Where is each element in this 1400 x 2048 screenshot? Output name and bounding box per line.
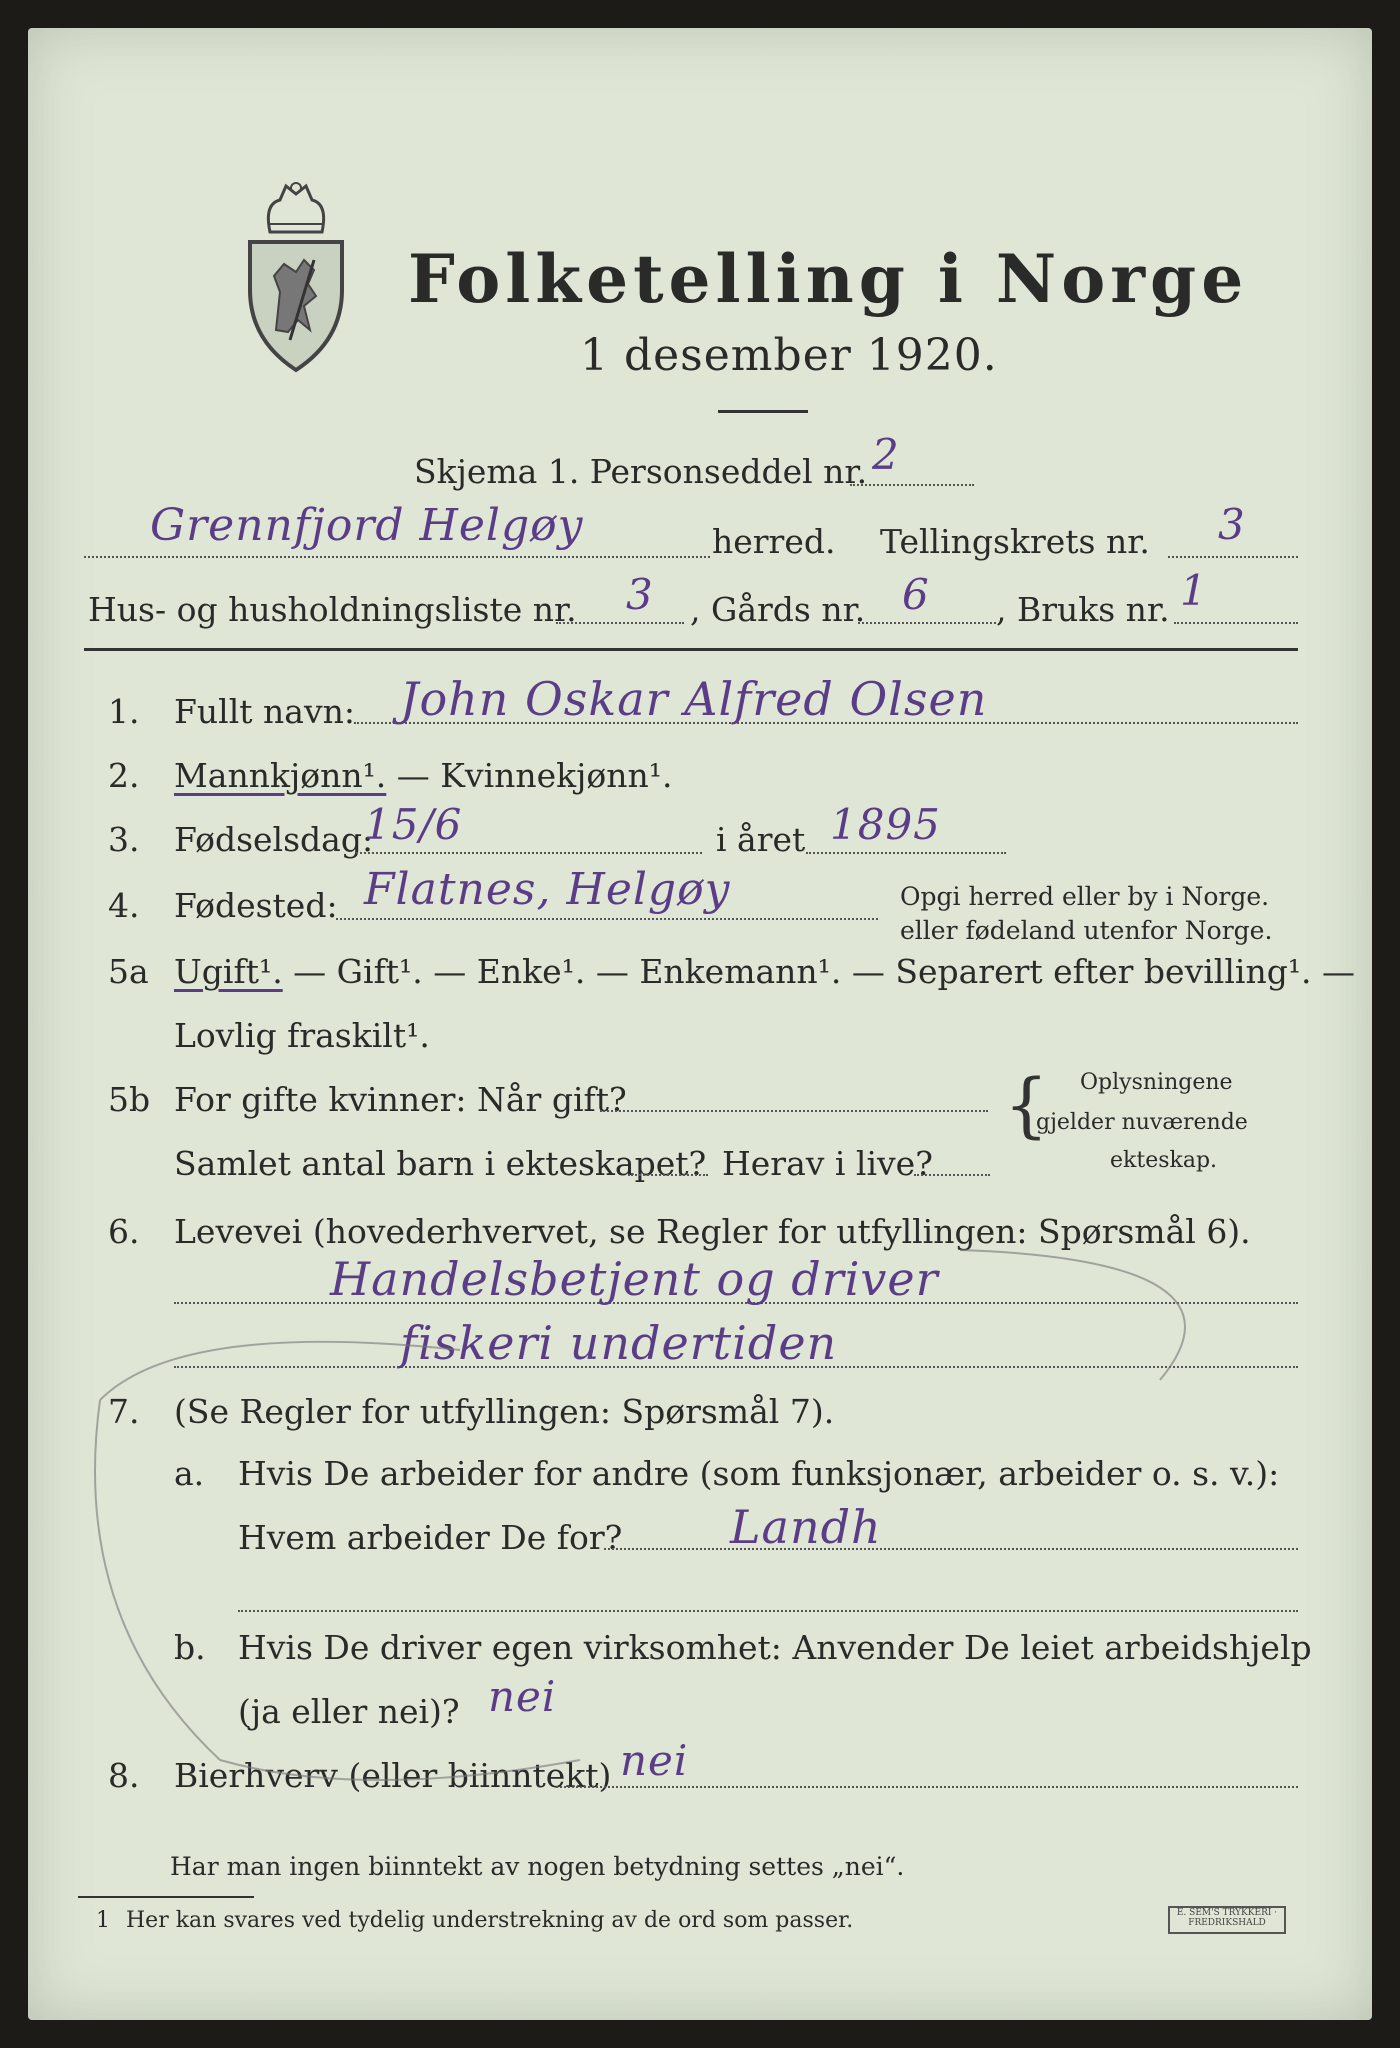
title-divider <box>718 410 808 413</box>
birth-year-value: 1895 <box>830 800 941 849</box>
lovlig-fraskilt-option: Lovlig fraskilt¹. <box>174 1016 430 1055</box>
nar-gift-label: For gifte kvinner: Når gift? <box>174 1080 627 1119</box>
ja-eller-nei-label: (ja eller nei)? <box>238 1692 460 1731</box>
fodested-label: Fødested: <box>174 886 338 925</box>
arbeidshjelp-value: nei <box>488 1672 557 1721</box>
bierhverv-label: Bierhverv (eller biinntekt) <box>174 1756 612 1795</box>
schema-label: Skjema 1. Personseddel nr. <box>414 452 868 491</box>
gards-label: , Gårds nr. <box>690 590 866 629</box>
fullt-navn-value: John Oskar Alfred Olsen <box>400 672 988 726</box>
handwritten-circle <box>60 1200 1260 1800</box>
bruks-value: 1 <box>1180 566 1208 615</box>
hvem-arbeider-label: Hvem arbeider De for? <box>238 1518 623 1557</box>
fullt-navn-label: Fullt navn: <box>174 692 355 731</box>
fodested-value: Flatnes, Helgøy <box>364 864 731 915</box>
marital-status-line: Ugift¹. — Gift¹. — Enke¹. — Enkemann¹. — Separert efter bevilling¹. — <box>174 952 1356 991</box>
fodselsdag-value: 15/6 <box>364 800 463 849</box>
fodested-note-2: eller fødeland utenfor Norge. <box>900 916 1273 945</box>
gards-value: 6 <box>902 570 930 619</box>
arbeidsgiver-value: Landh <box>730 1500 882 1554</box>
biinntekt-note: Har man ingen biinntekt av nogen betydning settes „nei“. <box>170 1852 905 1881</box>
ekteskap-note-3: ekteskap. <box>1110 1148 1218 1173</box>
bierhverv-value: nei <box>620 1736 689 1785</box>
header-divider <box>84 648 1298 651</box>
levevei-label: Levevei (hovederhvervet, se Regler for utfyllingen: Spørsmål 6). <box>174 1212 1251 1251</box>
levevei-value-2: fiskeri undertiden <box>400 1316 838 1370</box>
q7a-label: Hvis De arbeider for andre (som funksjonær, arbeider o. s. v.): <box>238 1454 1280 1493</box>
printer-stamp: E. SEM'S TRYKKERI · FREDRIKSHALD <box>1168 1906 1286 1934</box>
kvinnekjonn-option: Kvinnekjønn¹. <box>440 756 673 795</box>
footnote-divider <box>78 1896 254 1898</box>
form-title: Folketelling i Norge <box>408 240 1249 318</box>
herav-i-live-label: Herav i live? <box>722 1144 933 1183</box>
antal-barn-label: Samlet antal barn i ekteskapet? <box>174 1144 707 1183</box>
fodested-note-1: Opgi herred eller by i Norge. <box>900 882 1270 911</box>
tellingskrets-value: 3 <box>1218 500 1246 549</box>
coat-of-arms-icon <box>240 180 352 376</box>
herred-value: Grennfjord Helgøy <box>150 500 584 551</box>
bruks-label: , Bruks nr. <box>996 590 1170 629</box>
levevei-value-1: Handelsbetjent og driver <box>330 1252 939 1306</box>
husliste-label: Hus- og husholdningsliste nr. <box>88 590 577 629</box>
q7b-label: Hvis De driver egen virksomhet: Anvender De leiet arbeidshjelp <box>238 1628 1312 1667</box>
q7-label: (Se Regler for utfyllingen: Spørsmål 7). <box>174 1392 835 1431</box>
year-label: i året <box>716 820 806 859</box>
fodselsdag-label: Fødselsdag: <box>174 820 374 859</box>
gender-line: Mannkjønn¹. — Kvinnekjønn¹. <box>174 756 673 795</box>
footnote-text: Her kan svares ved tydelig understrekning av de ord som passer. <box>126 1908 854 1933</box>
ugift-option: Ugift¹. <box>174 952 283 991</box>
mannkjonn-option: Mannkjønn¹. <box>174 756 387 795</box>
husliste-value: 3 <box>626 570 654 619</box>
census-date: 1 desember 1920. <box>580 330 998 381</box>
personseddel-number: 2 <box>872 430 900 479</box>
tellingskrets-label: Tellingskrets nr. <box>880 522 1150 561</box>
ekteskap-note-1: Oplysningene <box>1080 1070 1233 1095</box>
ekteskap-note-2: gjelder nuværende <box>1036 1110 1248 1135</box>
herred-label: herred. <box>712 522 836 561</box>
